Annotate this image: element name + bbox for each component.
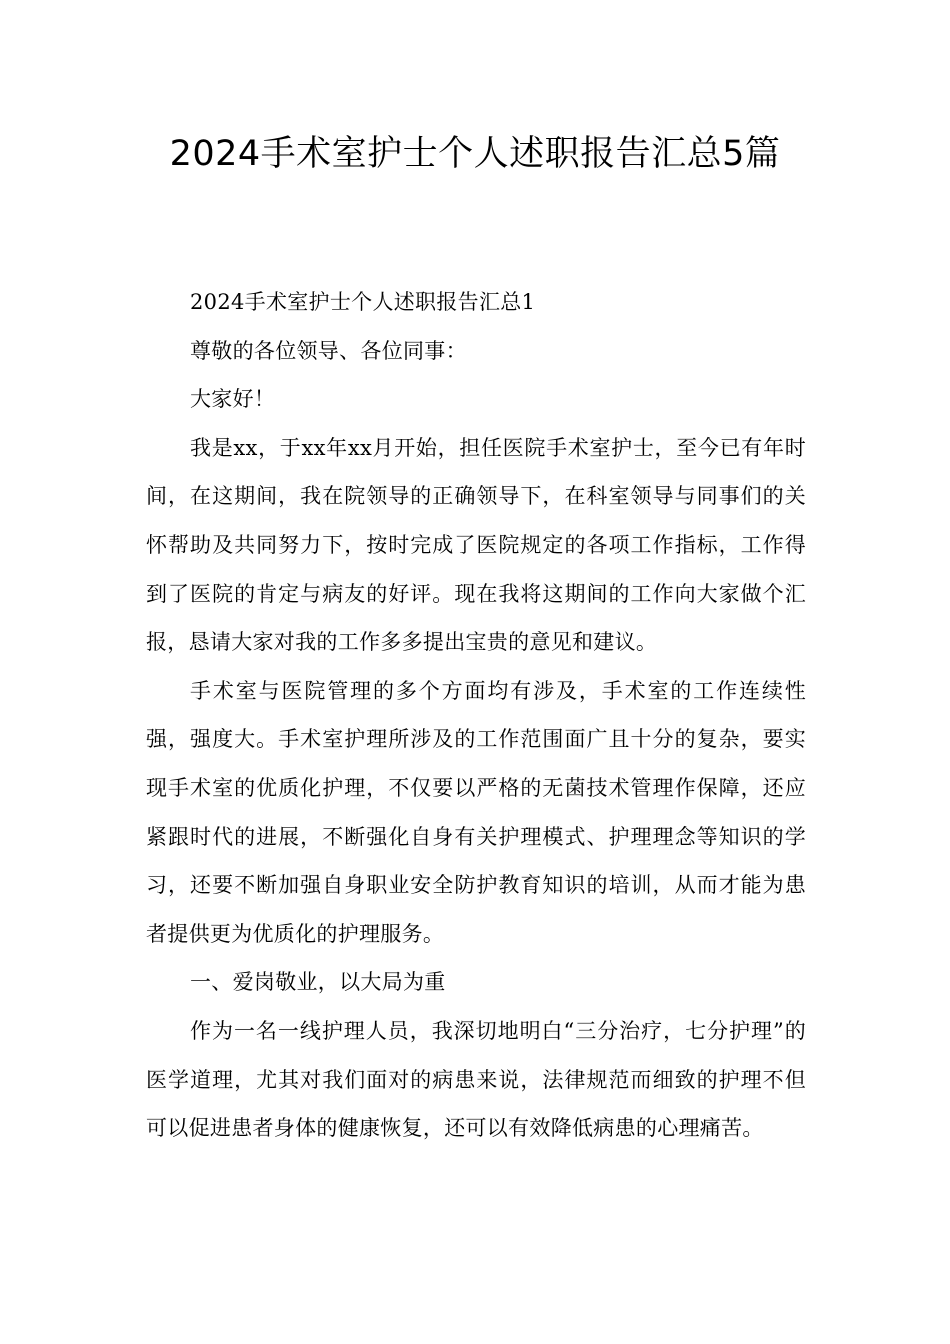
section-heading: 2024手术室护士个人述职报告汇总1: [190, 290, 536, 314]
subsection-heading: 一、爱岗敬业，以大局为重: [190, 970, 446, 995]
body-paragraph: 我是xx，于xx年xx月开始，担任医院手术室护士，至今已有年时间，在这期间，我在院领导的正确领导下，在科室领导与同事们的关怀帮助及共同努力下，按时完成了医院规定的各项工作指标，工作得到了医院的肯定与病友的好评。现在我将这期间的工作向大家做个汇报，恳请大家对我的工作多多提出宝贵的意见和建议。: [146, 435, 806, 655]
salutation: 尊敬的各位领导、各位同事：: [190, 338, 467, 363]
greeting: 大家好！: [190, 387, 276, 412]
document-body: [146, 278, 806, 1153]
document-title: 2024手术室护士个人述职报告汇总5篇: [169, 134, 781, 174]
body-paragraph: 作为一名一线护理人员，我深切地明白“三分治疗，七分护理”的医学道理，尤其对我们面对的病患来说，法律规范而细致的护理不但可以促进患者身体的健康恢复，还可以有效降低病患的心理痛苦。: [146, 1018, 806, 1141]
body-paragraph: 手术室与医院管理的多个方面均有涉及，手术室的工作连续性强，强度大。手术室护理所涉及的工作范围面广且十分的复杂，要实现手术室的优质化护理，不仅要以严格的无菌技术管理作保障，还应紧跟时代的进展，不断强化自身有关护理模式、护理理念等知识的学习，还要不断加强自身职业安全防护教育知识的培训，从而才能为患者提供更为优质化的护理服务。: [146, 678, 806, 946]
